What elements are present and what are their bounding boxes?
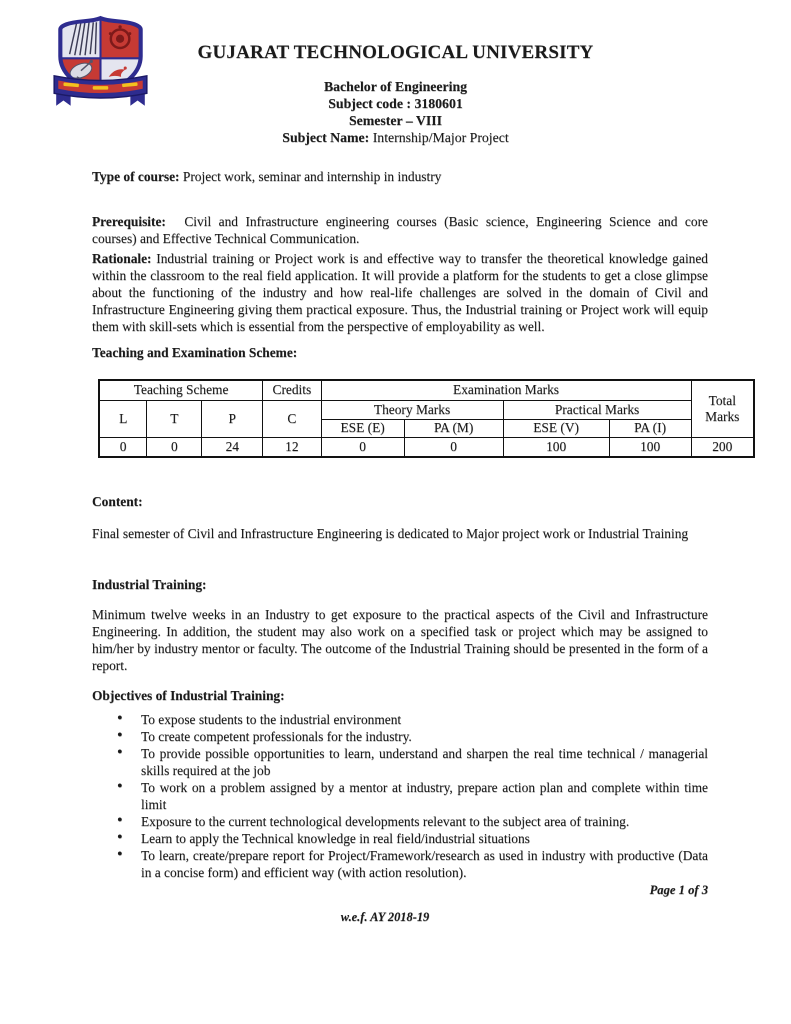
- objective-item: • To create competent professionals for the industry.: [141, 728, 708, 745]
- content-heading: Content:: [92, 494, 143, 509]
- subject-name-line: [0, 129, 791, 146]
- col-header-theory-marks: Theory Marks: [321, 400, 503, 419]
- value-total: 200: [691, 437, 754, 457]
- degree-line: Bachelor of Engineering: [323, 79, 468, 94]
- prerequisite-label: Prerequisite:: [92, 214, 166, 229]
- objective-item: • To learn, create/prepare report for Project/Framework/research as used in industry with productive (Data in a concise form) and efficient way (with action resolution).: [141, 847, 708, 881]
- objective-item: • Learn to apply the Technical knowledge in real field/industrial situations: [141, 830, 708, 847]
- col-header-c: C: [263, 400, 321, 437]
- industrial-training-paragraph: Minimum twelve weeks in an Industry to get exposure to the practical aspects of the Civil and Infrastructure Engineering. In addition, the student may also work on a specified task or project which may be assigned to him/her by industry mentor or faculty. The outcome of the Industrial Training should be presented in the form of a report.: [92, 607, 708, 673]
- col-header-credits: Credits: [263, 380, 321, 400]
- col-header-t: T: [147, 400, 202, 437]
- value-t: 0: [147, 437, 202, 457]
- subject-name-label: Subject Name:: [282, 130, 370, 145]
- value-pa-m: 0: [404, 437, 503, 457]
- value-p: 24: [202, 437, 263, 457]
- col-header-examination-marks: Examination Marks: [321, 380, 691, 400]
- col-header-teaching-scheme: Teaching Scheme: [99, 380, 263, 400]
- objective-item: • Exposure to the current technological developments relevant to the subject area of training.: [141, 813, 708, 830]
- rationale-paragraph: [92, 250, 708, 335]
- value-ese-e: 0: [321, 437, 404, 457]
- effective-date-note: w.e.f. AY 2018-19: [340, 910, 430, 924]
- col-header-pa-i: PA (I): [609, 419, 691, 437]
- prerequisite-paragraph: [92, 213, 708, 247]
- rationale-label: Rationale:: [92, 251, 152, 266]
- industrial-training-heading: Industrial Training:: [92, 577, 207, 592]
- type-of-course-text: Project work, seminar and internship in industry: [182, 169, 442, 184]
- type-of-course-label: Type of course:: [92, 169, 180, 184]
- teaching-scheme-heading: Teaching and Examination Scheme:: [92, 345, 298, 360]
- content-paragraph: Final semester of Civil and Infrastructure Engineering is dedicated to Major project work or Industrial Training: [92, 526, 689, 541]
- semester-line: Semester – VIII: [349, 113, 442, 128]
- rationale-text: Industrial training or Project work is and effective way to transfer the theoretical knowledge gained within the classroom to the real field application. It will provide a platform for the students to get a close glimpse about the functioning of the industry and how real-life challenges are solved in the domain of Civil and Infrastructure Engineering giving them practical exposure. Thus, the Industrial training or Project work will equip them with skill-sets which is essential from the perspective of employability as well.: [92, 251, 708, 334]
- col-header-total-marks: Total Marks: [691, 380, 754, 437]
- value-ese-v: 100: [503, 437, 609, 457]
- col-header-practical-marks: Practical Marks: [503, 400, 691, 419]
- type-of-course-paragraph: [92, 168, 708, 185]
- subject-code-line: Subject code : 3180601: [328, 96, 463, 111]
- subject-name-value: Internship/Major Project: [372, 130, 509, 145]
- col-header-p: P: [202, 400, 263, 437]
- objective-item: • To work on a problem assigned by a mentor at industry, prepare action plan and complete within time limit: [141, 779, 708, 813]
- col-header-ese-e: ESE (E): [321, 419, 404, 437]
- value-pa-i: 100: [609, 437, 691, 457]
- value-c: 12: [263, 437, 321, 457]
- col-header-pa-m: PA (M): [404, 419, 503, 437]
- objective-item: • To expose students to the industrial environment: [141, 711, 708, 728]
- objectives-list-container: [92, 711, 708, 881]
- teaching-examination-table: [98, 379, 755, 458]
- page-number: Page 1 of 3: [649, 883, 708, 897]
- prerequisite-text: Civil and Infrastructure engineering courses (Basic science, Engineering Science and core courses) and Effective Technical Communication.: [92, 214, 708, 246]
- objective-item: • To provide possible opportunities to learn, understand and sharpen the real time technical / managerial skills required at the job: [141, 745, 708, 779]
- subject-header-block: [0, 78, 791, 146]
- objectives-heading: Objectives of Industrial Training:: [92, 688, 285, 703]
- col-header-l: L: [99, 400, 147, 437]
- col-header-ese-v: ESE (V): [503, 419, 609, 437]
- page-title: GUJARAT TECHNOLOGICAL UNIVERSITY: [197, 42, 594, 63]
- objectives-list: [92, 711, 708, 881]
- value-l: 0: [99, 437, 147, 457]
